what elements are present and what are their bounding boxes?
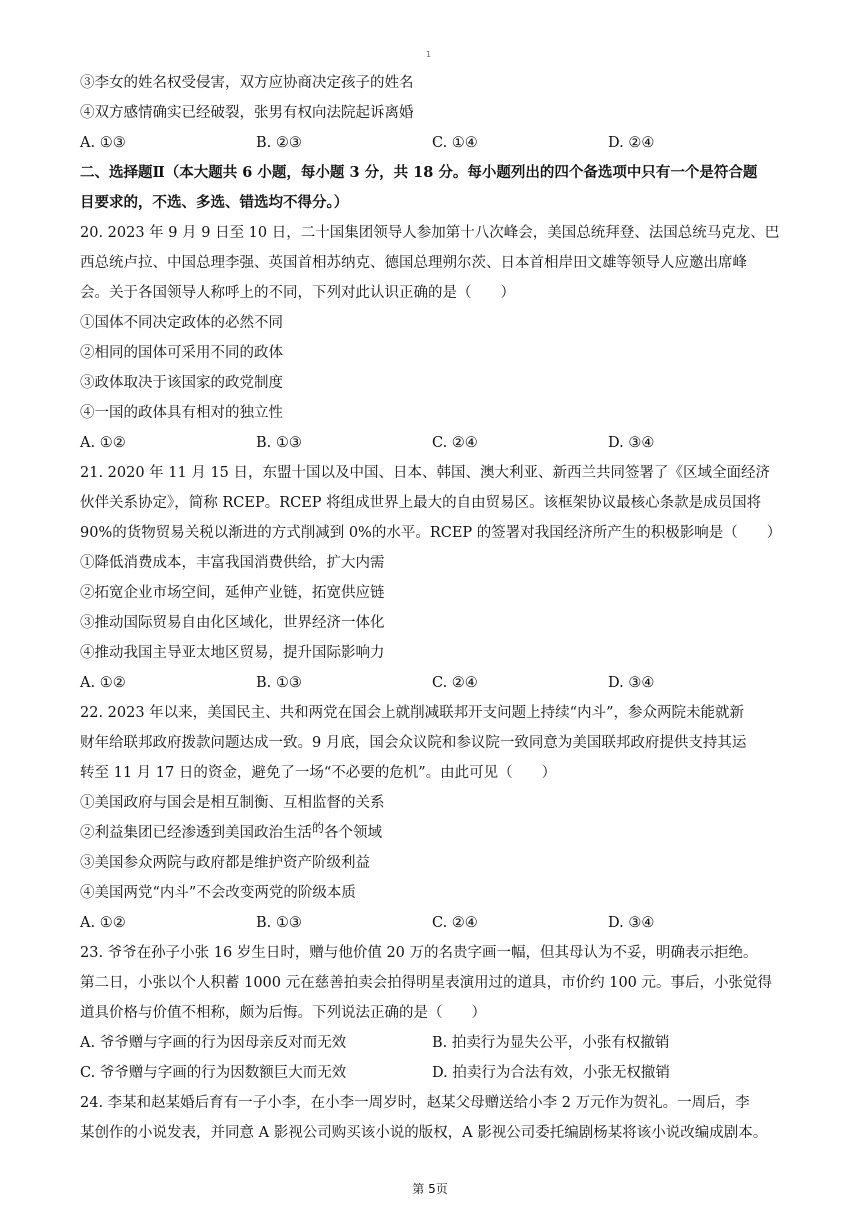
q21-stem-line3: 90%的货物贸易关税以渐进的方式削减到 0%的水平。RCEP 的签署对我国经济所产生的积极影响是（ ） [80, 525, 782, 541]
option-b: B. ①③ [256, 915, 302, 931]
q21-options [80, 668, 800, 698]
prev-item-4: ④双方感情确实已经破裂，张男有权向法院起诉离婚 [80, 105, 414, 121]
q22-item-2 [80, 818, 800, 848]
option-c: C. ②④ [432, 675, 478, 691]
q22-item-2-raised: 的 [312, 821, 325, 835]
q22-item-2-end: 各个领域 [324, 825, 383, 841]
option-b: B. ①③ [256, 435, 302, 451]
option-c: C. ①④ [432, 135, 478, 151]
option-d: D. 拍卖行为合法有效，小张无权撤销 [432, 1065, 670, 1081]
option-a: A. ①③ [80, 135, 126, 151]
q22-stem-line3: 转至 11 月 17 日的资金，避免了一场“不必要的危机”。由此可见（ ） [80, 765, 557, 781]
q20-stem-line2: 西总统卢拉、中国总理李强、英国首相苏纳克、德国总理朔尔茨、日本首相岸田文雄等领导人应邀出席峰 [80, 255, 747, 271]
page-number: 第 5页 [412, 1182, 448, 1196]
option-d: D. ③④ [608, 675, 655, 691]
option-d: D. ③④ [608, 435, 655, 451]
q22-stem-line1: 22. 2023 年以来，美国民主、共和两党在国会上就削减联邦开支问题上持续“内斗”，参众两院未能就新 [80, 705, 745, 721]
q24-stem-line2: 某创作的小说发表，并同意 A 影视公司购买该小说的版权，A 影视公司委托编剧杨某将该小说改编成剧本。 [80, 1125, 768, 1141]
q20-item-1: ①国体不同决定政体的必然不同 [80, 315, 283, 331]
page-content [80, 68, 800, 1148]
q21-item-1: ①降低消费成本，丰富我国消费供给，扩大内需 [80, 555, 385, 571]
q22-options [80, 908, 800, 938]
q21-item-4: ④推动我国主导亚太地区贸易，提升国际影响力 [80, 645, 385, 661]
option-b: B. ②③ [256, 135, 302, 151]
q21-stem-line2: 伙伴关系协定》，简称 RCEP。RCEP 将组成世界上最大的自由贸易区。该框架协议最核心条款是成员国将 [80, 495, 762, 511]
option-d: D. ②④ [608, 135, 655, 151]
option-a: A. ①② [80, 915, 126, 931]
option-d: D. ③④ [608, 915, 655, 931]
q22-item-4: ④美国两党“内斗”不会改变两党的阶级本质 [80, 885, 356, 901]
q20-stem-line1: 20. 2023 年 9 月 9 日至 10 日，二十国集团领导人参加第十八次峰会，美国总统拜登、法国总统马克龙、巴 [80, 225, 780, 241]
q21-item-3: ③推动国际贸易自由化区域化，世界经济一体化 [80, 615, 385, 631]
section-heading-line1: 二、选择题Ⅱ（本大题共 6 小题，每小题 3 分，共 18 分。每小题列出的四个备选项中只有一个是符合题 [80, 164, 758, 181]
q23-options-row2 [80, 1058, 800, 1088]
option-a: A. ①② [80, 435, 126, 451]
q21-item-2: ②拓宽企业市场空间，延伸产业链，拓宽供应链 [80, 585, 385, 601]
q20-stem-line3: 会。关于各国领导人称呼上的不同，下列对此认识正确的是（ ） [80, 285, 515, 301]
q20-item-3: ③政体取决于该国家的政党制度 [80, 375, 283, 391]
q22-item-2-text: ②利益集团已经渗透到美国政治生活 [80, 825, 312, 841]
option-c: C. ②④ [432, 435, 478, 451]
q22-item-3: ③美国参众两院与政府都是维护资产阶级利益 [80, 855, 370, 871]
q20-item-4: ④一国的政体具有相对的独立性 [80, 405, 283, 421]
option-a: A. 爷爷赠与字画的行为因母亲反对而无效 [80, 1035, 347, 1051]
q23-stem-line3: 道具价格与价值不相称，颇为后悔。下列说法正确的是（ ） [80, 1005, 486, 1021]
q24-stem-line1: 24. 李某和赵某婚后育有一子小李，在小李一周岁时，赵某父母赠送给小李 2 万元作为贺礼。一周后，李 [80, 1095, 750, 1111]
option-c: C. 爷爷赠与字画的行为因数额巨大而无效 [80, 1065, 347, 1081]
prev-item-3: ③李女的姓名权受侵害，双方应协商决定孩子的姓名 [80, 75, 414, 91]
top-mark: 1 [426, 50, 432, 59]
section-heading-line2: 目要求的，不选、多选、错选均不得分。） [80, 194, 349, 211]
q21-stem-line1: 21. 2020 年 11 月 15 日，东盟十国以及中国、日本、韩国、澳大利亚、新西兰共同签署了《区域全面经济 [80, 465, 771, 481]
option-c: C. ②④ [432, 915, 478, 931]
q23-stem-line1: 23. 爷爷在孙子小张 16 岁生日时，赠与他价值 20 万的名贵字画一幅，但其母认为不妥，明确表示拒绝。 [80, 945, 758, 961]
q23-stem-line2: 第二日，小张以个人积蓄 1000 元在慈善拍卖会拍得明星表演用过的道具，市价约 100 元。事后，小张觉得 [80, 975, 773, 991]
option-b: B. ①③ [256, 675, 302, 691]
q23-options-row1 [80, 1028, 800, 1058]
option-a: A. ①② [80, 675, 126, 691]
q22-item-1: ①美国政府与国会是相互制衡、互相监督的关系 [80, 795, 385, 811]
q22-stem-line2: 财年给联邦政府拨款问题达成一致。9 月底，国会众议院和参议院一致同意为美国联邦政府提供支持其运 [80, 735, 747, 751]
q20-options [80, 428, 800, 458]
q20-item-2: ②相同的国体可采用不同的政体 [80, 345, 283, 361]
option-b: B. 拍卖行为显失公平，小张有权撤销 [432, 1035, 670, 1051]
prev-options [80, 128, 800, 158]
